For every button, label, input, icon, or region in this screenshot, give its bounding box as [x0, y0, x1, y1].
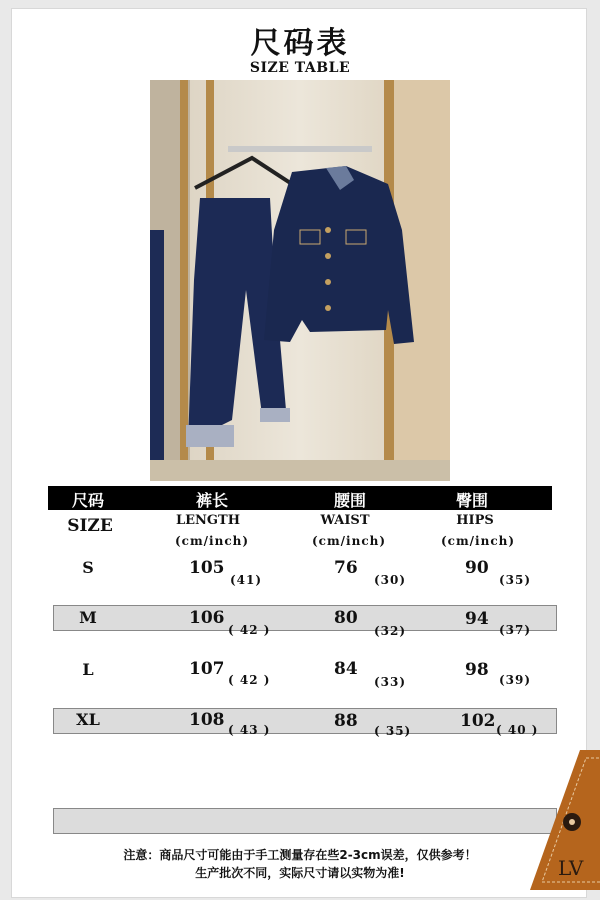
length-cm: 106	[189, 608, 225, 628]
length-cm: 107	[189, 659, 225, 679]
size-label: S	[82, 558, 94, 577]
waist-inch: ( 35)	[374, 724, 412, 738]
title-chinese: 尺码表	[250, 26, 350, 61]
length-cm: 108	[189, 710, 225, 730]
subheader-length: LENGTH	[176, 513, 240, 528]
hips-cm: 90	[465, 558, 489, 578]
unit-length: (cm/inch)	[174, 534, 250, 548]
subheader-size: SIZE	[67, 516, 113, 536]
title-english: SIZE TABLE	[249, 60, 351, 76]
header-hips: 臀围	[455, 491, 488, 510]
hips-inch: (37)	[499, 623, 532, 637]
size-label: XL	[76, 710, 100, 729]
footer-band	[53, 808, 557, 834]
denim-set-illustration	[150, 80, 450, 481]
size-label: M	[79, 608, 97, 627]
note-line-1: 注意：商品尺寸可能由于手工测量存在些2-3cm误差，仅供参考！	[123, 848, 477, 862]
length-inch: ( 43 )	[228, 723, 271, 737]
waist-inch: (32)	[374, 624, 407, 638]
note-line-2: 生产批次不同，实际尺寸请以实物为准!	[195, 866, 405, 880]
svg-text:LV: LV	[558, 856, 584, 880]
hips-cm: 98	[465, 660, 489, 680]
waist-cm: 76	[334, 558, 358, 578]
length-inch: ( 42 )	[228, 623, 271, 637]
waist-inch: (30)	[374, 573, 407, 587]
length-cm: 105	[189, 558, 225, 578]
hips-inch: (35)	[499, 573, 532, 587]
hips-cm: 102	[460, 711, 496, 731]
unit-waist: (cm/inch)	[311, 534, 387, 548]
header-waist: 腰围	[333, 491, 366, 510]
size-label: L	[82, 660, 94, 679]
header-size: 尺码	[71, 491, 104, 510]
waist-inch: (33)	[374, 675, 407, 689]
hips-inch: (39)	[499, 673, 532, 687]
product-photo	[150, 80, 450, 481]
length-inch: ( 42 )	[228, 673, 271, 687]
hips-inch: ( 40 )	[496, 723, 539, 737]
subheader-hips: HIPS	[456, 513, 494, 528]
waist-cm: 88	[334, 711, 358, 731]
waist-cm: 84	[334, 659, 358, 679]
unit-hips: (cm/inch)	[440, 534, 516, 548]
waist-cm: 80	[334, 608, 358, 628]
length-inch: (41)	[230, 573, 263, 587]
subheader-waist: WAIST	[320, 513, 370, 528]
leather-tag-icon	[520, 750, 600, 890]
header-length: 裤长	[195, 491, 228, 510]
hips-cm: 94	[465, 609, 489, 629]
